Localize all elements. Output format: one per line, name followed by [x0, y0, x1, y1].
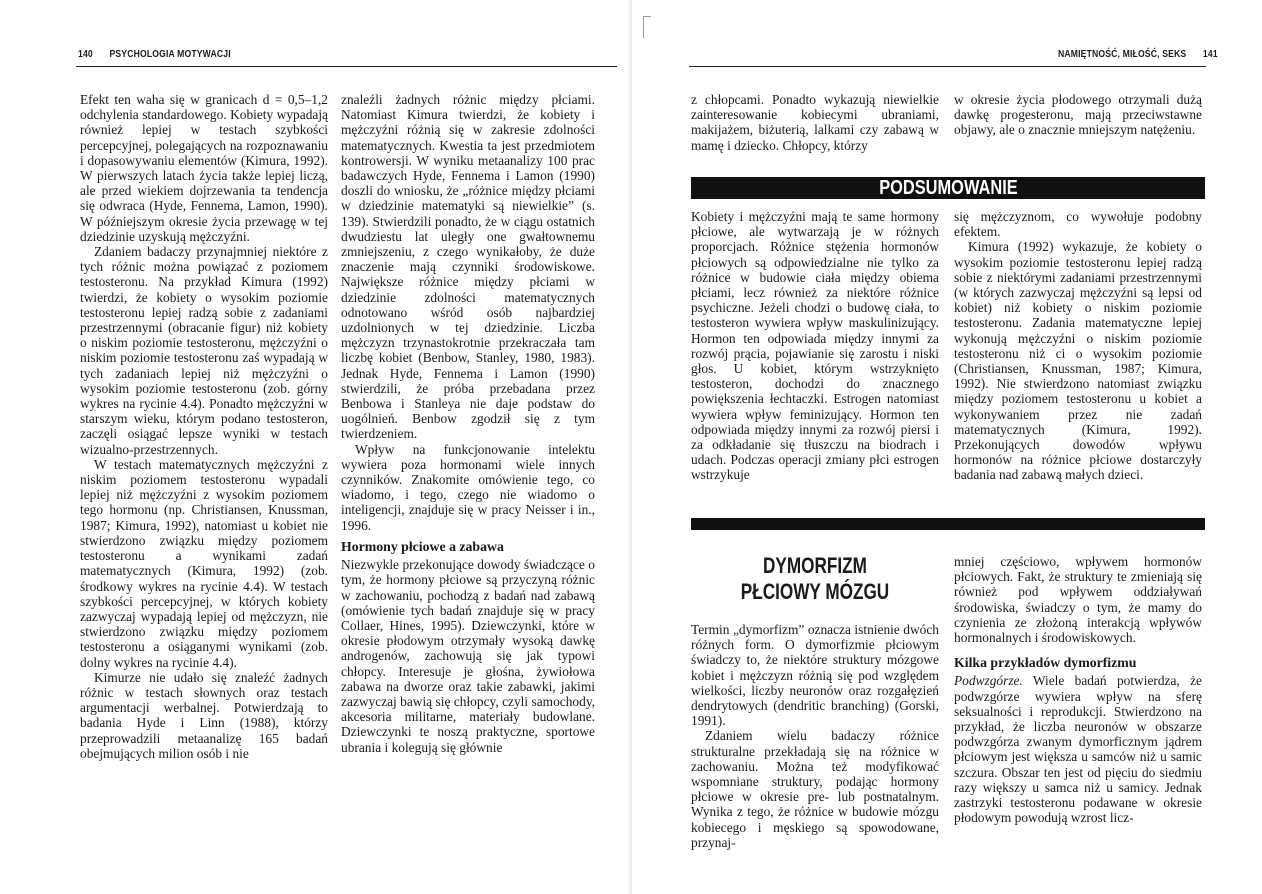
- left-column-1: [80, 92, 328, 761]
- summary-column-1: [691, 209, 939, 483]
- summary-title: PODSUMOWANIE: [878, 177, 1018, 199]
- section-column-2: [954, 554, 1202, 825]
- paragraph: Kimura (1992) wykazuje, że kobiety o wysokim poziomie testosteronu lepiej radzą sobie z niektórymi zadaniami przestrzennymi (w których zazwyczaj mężczyźni są lepsi od kobiet) niż kobiety o niskim poziomie testosteronu. Zadania matematyczne lepiej wykonują mężczyźni o niskim poziomie testosteronu niż ci o wysokim poziomie (Christiansen, Knussman, 1987; Kimura, 1992). Nie stwierdzono natomiast związku między poziomem testosteronu u kobiet a wykonywaniem przez nie zadań matematycznych (Kimura, 1992). Przekonujących dowodów wpływu hormonów na różnice płciowe dostarczyły badania nad zabawą małych dzieci.: [954, 239, 1202, 483]
- paragraph: Kimurze nie udało się znaleźć żadnych różnic w testach słownych oraz testach argumentacji werbalnej. Potwierdzają to badania Hyde i Linn (1988), którzy przeprowadzili metaanalizę 165 badań obejmujących milion osób i nie: [80, 669, 328, 761]
- right-top-column-1: [691, 92, 939, 153]
- lead-term: Podwzgórze.: [954, 673, 1023, 689]
- paragraph: znaleźli żadnych różnic między płciami. Natomiast Kimura twierdzi, że kobiety i mężczyźni różnią się w zakresie zdolności matematycznych. Kwestia ta jest przedmiotem kontrowersji. W wyniku metaanalizy 100 prac badawczych Hyde, Fennema i Lamon (1990) doszli do wniosku, że „różnice między płciami w dziedzinie matematyki są niewielkie” (s. 139). Stwierdzili ponadto, że w ciągu ostatnich dwudziestu lat uległy one gwałtownemu zmniejszeniu, z czego wynikałoby, że duże znaczenie mają czynniki środowiskowe. Największe różnice między płciami w dziedzinie zdolności matematycznych odnotowano wśród osób najbardziej uzdolnionych w tej dziedzinie. Liczba mężczyzn trzynastokrotnie przekraczała tam liczbę kobiet (Benbow, Stanley, 1980, 1983). Jednak Hyde, Fennema i Lamon (1990) stwierdzili, że próba przebadana przez Benbowa i Stanleya nie daje podstaw do uogólnień. Benbow zgodził się z tym twierdzeniem.: [341, 92, 595, 442]
- right-page: [631, 0, 1262, 894]
- paragraph: mniej częściowo, wpływem hormonów płciowych. Fakt, że struktury te zmieniają się również pod wpływem oddziaływań środowiska, świadczy o tym, że mamy do czynienia ze złożoną interakcją wpływów hormonalnych i środowiskowych.: [954, 554, 1202, 646]
- paragraph: Efekt ten waha się w granicach d = 0,5–1,2 odchylenia standardowego. Kobiety wypadają również lepiej w testach szybkości percepcyjnej, polegających na rozpoznawaniu i dopasowywaniu elementów (Kimura, 1992). W pierwszych latach życia także lepiej liczą, ale przed wiekiem dojrzewania ta tendencja się odwraca (Hyde, Fennema, Lamon, 1990). W późniejszym okresie życia przewagę w tej dziedzinie uzyskują mężczyźni.: [80, 92, 328, 244]
- subsection-heading: Hormony płciowe a zabawa: [341, 538, 504, 554]
- section-title-line: DYMORFIZM: [763, 553, 867, 578]
- left-page-header: [78, 48, 231, 60]
- left-header-rule: [76, 66, 617, 67]
- summary-banner: [691, 177, 1205, 199]
- paragraph: Niezwykle przekonujące dowody świadczące o tym, że hormony płciowe są przyczyną różnic w zachowaniu, pochodzą z badań nad zabawą (omówienie tych badań znajduje się w pracy Collaer, Hines, 1995). Dziewczynki, które w okresie płodowym otrzymały wysoką dawkę androgenów, zachowują się jak typowi chłopcy. Interesuje je głośna, żywiołowa zabawa na dworze oraz takie zabawki, jakimi zazwyczaj bawią się chłopcy, czyli samochody, akcesoria militarne, materiały budowlane. Dziewczynki te noszą praktyczne, sportowe ubrania i kolegują się głównie: [341, 557, 595, 755]
- right-running-title: NAMIĘTNOŚĆ, MIŁOŚĆ, SEKS: [1058, 48, 1187, 60]
- paragraph: się mężczyznom, co wywołuje podobny efektem.: [954, 209, 1202, 240]
- right-top-column-2: [954, 92, 1202, 138]
- paragraph: Zdaniem badaczy przynajmniej niektóre z tych różnic można powiązać z poziomem testosteronu. Na przykład Kimura (1992) twierdzi, że kobiety o wysokim poziomie testosteronu lepiej radzą sobie z zadaniami przestrzennymi (obracanie figur) niż kobiety o niskim poziomie testosteronu, mężczyźni o niskim poziomie testosteronu zaś wypadają w tych zadaniach lepiej niż mężczyźni o wysokim poziomie testosteronu (zob. górny wykres na rycinie 4.4). Ponadto mężczyźni w starszym wieku, którym podano testosteron, zaczęli osiągać lepsze wyniki w testach wizualno-przestrzennych.: [80, 244, 328, 457]
- paragraph: Kobiety i mężczyźni mają te same hormony płciowe, ale wytwarzają je w różnych proporcjach. Różnice stężenia hormonów płciowych są odpowiedzialne nie tylko za różnice w budowie ciała między obiema płciami, lecz również za niektóre różnice psychiczne. Jeżeli chodzi o budowę ciała, to testosteron wywiera wpływ maskulinizujący. Hormon ten odpowiada między innymi za rozwój prącia, pojawianie się zarostu i niski głos. U kobiet, którym wstrzyknięto testosteron, dochodzi do znacznego powiększenia łechtaczki. Estrogen natomiast wywiera wpływ feminizujący. Hormon ten odpowiada między innymi za rozwój piersi i za odkładanie się tłuszczu na biodrach i udach. Podczas operacji zmiany płci estrogen wstrzykuje: [691, 209, 939, 483]
- paragraph: Termin „dymorfizm” oznacza istnienie dwóch różnych form. O dymorfizmie płciowym świadczy to, że niektóre struktury mózgowe kobiet i mężczyzn różnią się pod względem wielkości, liczby neuronów oraz rozgałęzień dendrytowych (dendritic branching) (Gorski, 1991).: [691, 622, 939, 729]
- paragraph: Wpływ na funkcjonowanie intelektu wywiera poza hormonami wiele innych czynników. Znakomite omówienie tego, co wiadomo, i tego, czego nie wiadomo o inteligencji, znajduje się w pracy Neisser i in., 1996.: [341, 441, 595, 533]
- paragraph: [954, 673, 1202, 825]
- paragraph: Zdaniem wielu badaczy różnice strukturalne przekładają się na różnice w zachowaniu. Można też modyfikować wspomniane struktury, podając hormony płciowe w okresie pre- lub postnatalnym. Wynika z tego, że różnice w budowie mózgu kobiecego i męskiego są spowodowane, przynaj-: [691, 728, 939, 850]
- paragraph-body: Wiele badań potwierdza, że podwzgórze wywiera wpływ na sferę seksualności i reprodukcji. Stwierdzono na przykład, że liczba neuronów w obszarze podwzgórza zwanym dymorficznym jądrem płciowym jest większa u samców niż u samic szczura. Obszar ten jest od pięciu do siedmiu razy większy u samca niż u samicy. Jednak zastrzyki testosteronu podawane w okresie płodowym powodują wzrost licz-: [954, 673, 1202, 826]
- left-column-2: [341, 92, 595, 755]
- section-column-1: [691, 622, 939, 850]
- paragraph: W testach matematycznych mężczyźni z niskim poziomem testosteronu wypadali lepiej niż mężczyźni z wysokim poziomem tego hormonu (np. Christiansen, Knussman, 1987; Kimura, 1992), natomiast u kobiet nie stwierdzono związku między poziomem testosteronu a wynikami zadań matematycznych (Kimura, 1992) (zob. środkowy wykres na rycinie 4.4). W testach szybkości percepcyjnej, w których kobiety zazwyczaj wypadają lepiej od mężczyzn, nie stwierdzono związku między poziomem testosteronu a osiąganymi wynikami (zob. dolny wykres na rycinie 4.4).: [80, 456, 328, 670]
- subsection-heading: Kilka przykładów dymorfizmu: [954, 655, 1137, 671]
- section-title-line: PŁCIOWY MÓZGU: [740, 579, 890, 604]
- right-page-number: 141: [1202, 48, 1218, 60]
- section-divider-bar: [691, 518, 1205, 530]
- paragraph: z chłopcami. Ponadto wykazują niewielkie zainteresowanie kobiecymi ubraniami, makijażem, biżuterią, lalkami czy zabawą w mamę i dziecko. Chłopcy, którzy: [691, 92, 939, 153]
- left-page-number: 140: [78, 48, 93, 60]
- left-running-title: PSYCHOLOGIA MOTYWACJI: [109, 48, 231, 60]
- right-page-header: [1058, 48, 1218, 60]
- paragraph: w okresie życia płodowego otrzymali dużą dawkę progesteronu, mają przeciwstawne objawy, ale o znacznie mniejszym natężeniu.: [954, 92, 1202, 138]
- right-header-rule: [689, 66, 1206, 67]
- section-title: [691, 553, 939, 605]
- summary-column-2: [954, 209, 1202, 483]
